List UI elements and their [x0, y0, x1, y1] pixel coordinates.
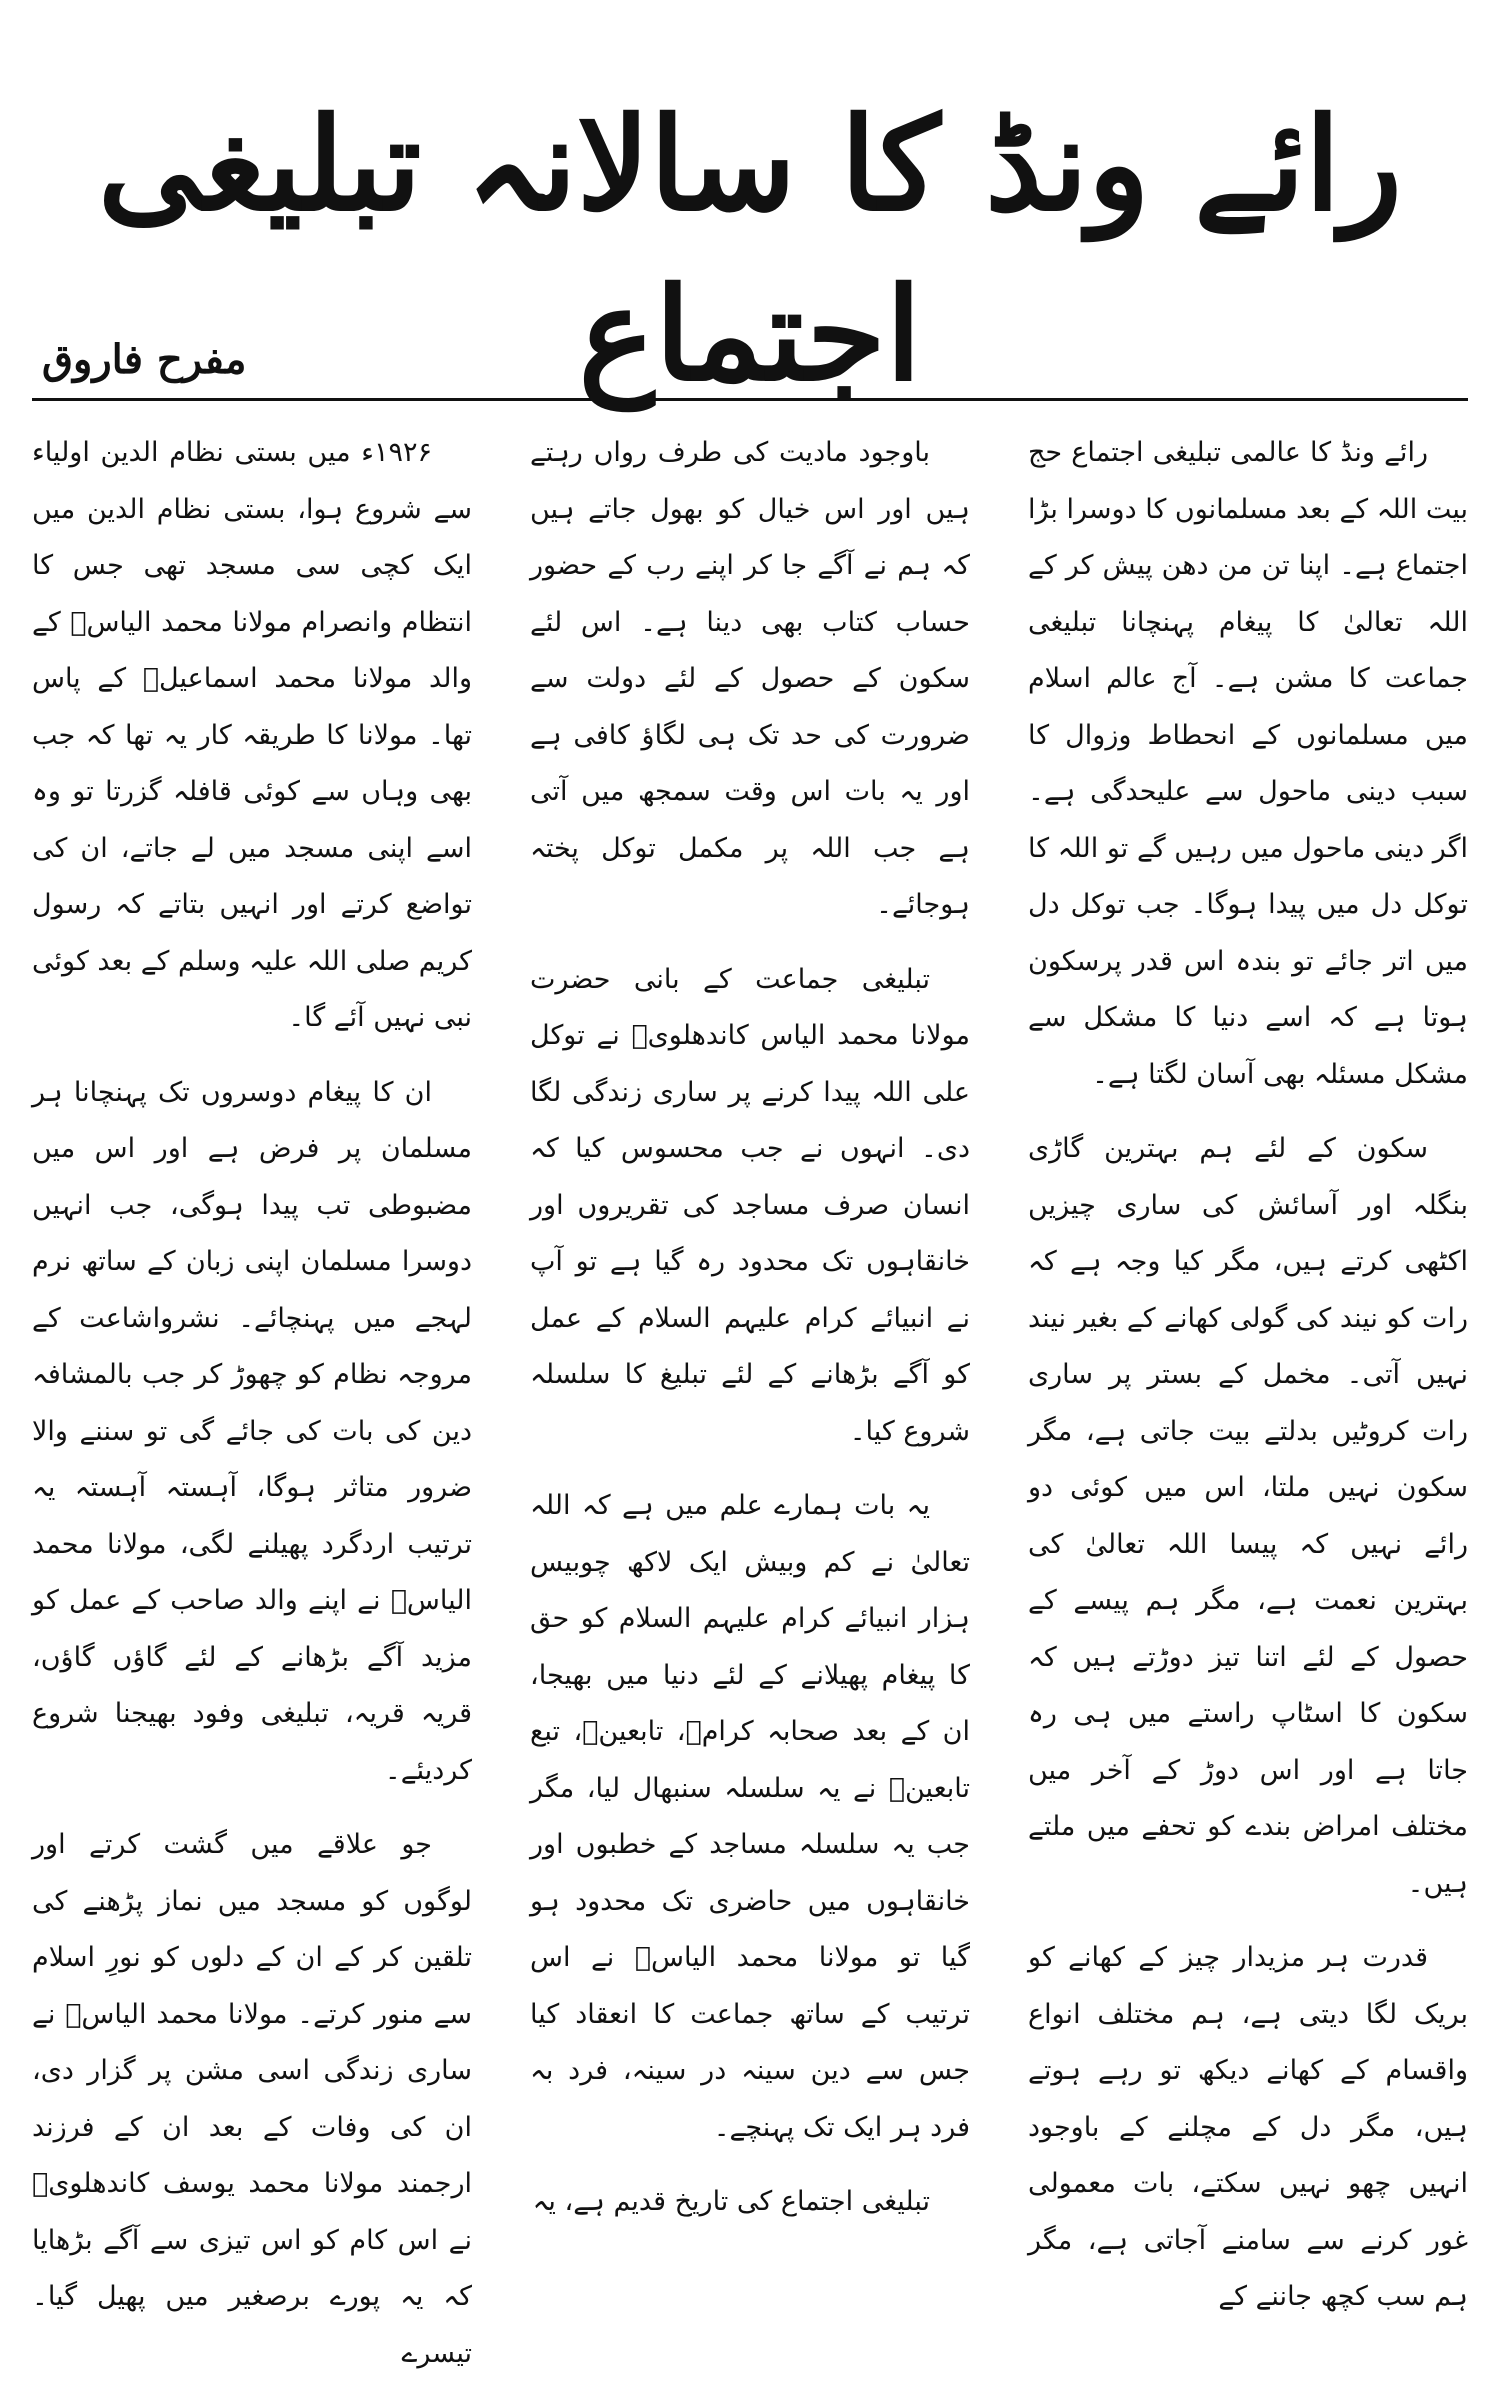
paragraph: باوجود مادیت کی طرف رواں رہتے ہیں اور اس خیال کو بھول جاتے ہیں کہ ہم نے آگے جا کر اپنے رب کے حضور حساب کتاب بھی دینا ہے۔ اس لئے سکون کے حصول کے لئے دولت سے ضرورت کی حد تک ہی لگاؤ کافی ہے اور یہ بات اس وقت سمجھ میں آتی ہے جب اللہ پر مکمل توکل پختہ ہوجائے۔: [530, 437, 970, 920]
column-middle: [530, 425, 970, 2225]
author-byline: مفرح فاروق: [42, 336, 247, 383]
paragraph: سکون کے لئے ہم بہترین گاڑی بنگلہ اور آسائش کی ساری چیزیں اکٹھی کرتے ہیں، مگر کیا وجہ ہے کہ رات کو نیند کی گولی کھانے کے بغیر نیند نہیں آتی۔ مخمل کے بستر پر ساری رات کروٹیں بدلتے بیت جاتی ہے، مگر سکون نہیں ملتا، اس میں کوئی دو رائے نہیں کہ پیسا اللہ تعالیٰ کی بہترین نعمت ہے، مگر ہم پیسے کے حصول کے لئے اتنا تیز دوڑتے ہیں کہ سکون کا اسٹاپ راستے میں ہی رہ جاتا ہے اور اس دوڑ کے آخر میں مختلف امراض بندے کو تحفے میں ملتے ہیں۔: [1028, 1133, 1468, 1899]
paragraph: جو علاقے میں گشت کرتے اور لوگوں کو مسجد میں نماز پڑھنے کی تلقین کر کے ان کے دلوں کو نورِ اسلام سے منور کرتے۔ مولانا محمد الیاسؒ نے ساری زندگی اسی مشن پر گزار دی، ان کی وفات کے بعد ان کے فرزند ارجمند مولانا محمد یوسف کاندھلویؒ نے اس کام کو اس تیزی سے آگے بڑھایا کہ یہ پورے برصغیر میں پھیل گیا۔ تیسرے: [32, 1829, 472, 2369]
paragraph: قدرت ہر مزیدار چیز کے کھانے کو بریک لگا دیتی ہے، ہم مختلف انواع واقسام کے کھانے دیکھ تو رہے ہوتے ہیں، مگر دل کے مچلنے کے باوجود انہیں چھو نہیں سکتے، بات معمولی غور کرنے سے سامنے آجاتی ہے، مگر ہم سب کچھ جاننے کے: [1028, 1942, 1468, 2312]
column-left: [32, 425, 472, 2369]
paragraph: تبلیغی اجتماع کی تاریخ قدیم ہے، یہ: [532, 2186, 930, 2217]
article-body: [32, 425, 1468, 2369]
article-headline: رائے ونڈ کا سالانہ تبلیغی اجتماع: [97, 90, 1403, 410]
paragraph: یہ بات ہمارے علم میں ہے کہ اللہ تعالیٰ نے کم وبیش ایک لاکھ چوبیس ہزار انبیائے کرام علیہم السلام کو حق کا پیغام پھیلانے کے لئے دنیا میں بھیجا، ان کے بعد صحابہ کرامؓ، تابعینؒ، تبع تابعینؒ نے یہ سلسلہ سنبھال لیا، مگر جب یہ سلسلہ مساجد کے خطبوں اور خانقاہوں میں حاضری تک محدود ہو گیا تو مولانا محمد الیاسؒ نے اس ترتیب کے ساتھ جماعت کا انعقاد کیا جس سے دین سینہ در سینہ، فرد بہ فرد ہر ایک تک پہنچے۔: [530, 1490, 970, 2143]
paragraph: ۱۹۲۶ء میں بستی نظام الدین اولیاء سے شروع ہوا، بستی نظام الدین میں ایک کچی سی مسجد تھی جس کا انتظام وانصرام مولانا محمد الیاسؒ کے والد مولانا محمد اسماعیلؒ کے پاس تھا۔ مولانا کا طریقہ کار یہ تھا کہ جب بھی وہاں سے کوئی قافلہ گزرتا تو وہ اسے اپنی مسجد میں لے جاتے، ان کی تواضع کرتے اور انہیں بتاتے کہ رسول کریم صلی اللہ علیہ وسلم کے بعد کوئی نبی نہیں آئے گا۔: [32, 437, 472, 1033]
paragraph: ان کا پیغام دوسروں تک پہنچانا ہر مسلمان پر فرض ہے اور اس میں مضبوطی تب پیدا ہوگی، جب انہیں دوسرا مسلمان اپنی زبان کے ساتھ نرم لہجے میں پہنچائے۔ نشرواشاعت کے مروجہ نظام کو چھوڑ کر جب بالمشافہ دین کی بات کی جائے گی تو سننے والا ضرور متاثر ہوگا، آہستہ آہستہ یہ ترتیب اردگرد پھیلنے لگی، مولانا محمد الیاسؒ نے اپنے والد صاحب کے عمل کو مزید آگے بڑھانے کے لئے گاؤں گاؤں، قریہ قریہ، تبلیغی وفود بھیجنا شروع کردیئے۔: [32, 1076, 472, 1786]
paragraph: تبلیغی جماعت کے بانی حضرت مولانا محمد الیاس کاندھلویؒ نے توکل علی اللہ پیدا کرنے پر ساری زندگی لگا دی۔ انہوں نے جب محسوس کیا کہ انسان صرف مساجد کی تقریروں اور خانقاہوں تک محدود رہ گیا ہے تو آپ نے انبیائے کرام علیہم السلام کے عمل کو آگے بڑھانے کے لئے تبلیغ کا سلسلہ شروع کیا۔: [530, 963, 970, 1447]
paragraph: رائے ونڈ کا عالمی تبلیغی اجتماع حج بیت اللہ کے بعد مسلمانوں کا دوسرا بڑا اجتماع ہے۔ اپنا تن من دھن پیش کر کے اللہ تعالیٰ کا پیغام پہنچانا تبلیغی جماعت کا مشن ہے۔ آج عالم اسلام میں مسلمانوں کے انحطاط وزوال کا سبب دینی ماحول سے علیحدگی ہے۔ اگر دینی ماحول میں رہیں گے تو اللہ کا توکل دل میں پیدا ہوگا۔ جب توکل دل میں اتر جائے تو بندہ اس قدر پرسکون ہوتا ہے کہ اسے دنیا کا مشکل سے مشکل مسئلہ بھی آسان لگتا ہے۔: [1028, 437, 1468, 1090]
column-right: [1028, 425, 1468, 2312]
